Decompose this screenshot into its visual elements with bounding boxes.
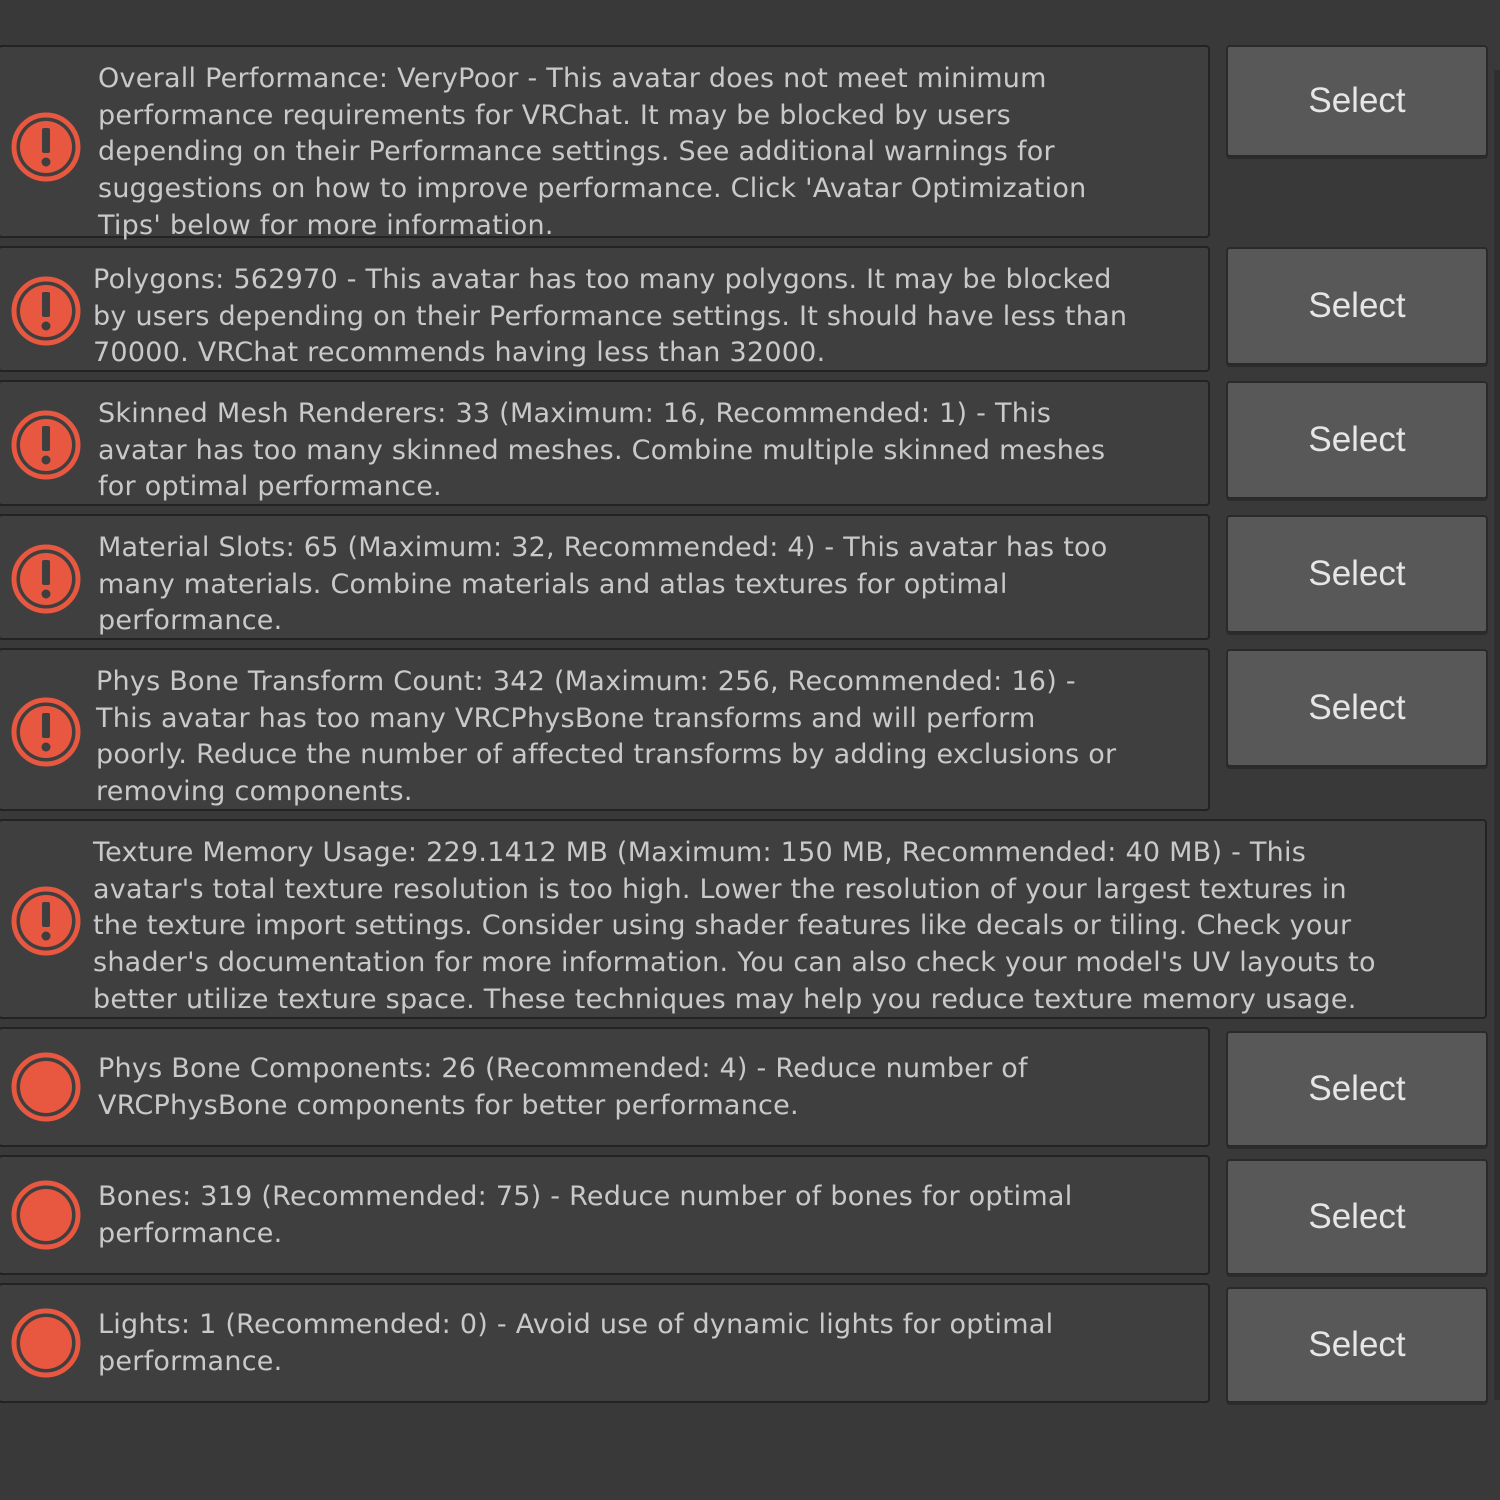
select-button[interactable]: Select [1226,1159,1488,1275]
error-exclamation-icon [10,409,82,481]
message-material-slots [0,514,1210,640]
error-exclamation-icon [10,543,82,615]
scrollbar[interactable] [1494,70,1500,1400]
message-text: Skinned Mesh Renderers: 33 (Maximum: 16, Recommended: 1) - This avatar has too many skinned meshes. Combine multiple skinned meshes for optimal performance. [98,398,1106,503]
message-text: Overall Performance: VeryPoor - This avatar does not meet minimum performance requirements for VRChat. It may be blocked by users depending on their Performance settings. See additional warnings for suggestions on how to improve performance. Click 'Avatar Optimization Tips' below for more information. [98,63,1087,241]
message-phys-bone-transform-count [0,648,1210,811]
select-button[interactable]: Select [1226,515,1488,633]
error-exclamation-icon [10,111,82,183]
message-overall-performance [0,45,1210,241]
select-button[interactable]: Select [1226,1287,1488,1403]
message-skinned-mesh-renderers [0,380,1210,506]
message-polygons [0,246,1210,372]
message-text: Material Slots: 65 (Maximum: 32, Recommended: 4) - This avatar has too many materials. Combine materials and atlas textures for optimal performance. [98,532,1108,637]
message-text: Bones: 319 (Recommended: 75) - Reduce number of bones for optimal performance. [98,1181,1073,1249]
select-button[interactable]: Select [1226,247,1488,365]
message-bones [0,1155,1210,1275]
select-button[interactable]: Select [1226,649,1488,767]
select-button[interactable]: Select [1226,381,1488,499]
message-text: Lights: 1 (Recommended: 0) - Avoid use of dynamic lights for optimal performance. [98,1309,1054,1377]
message-text: Texture Memory Usage: 229.1412 MB (Maximum: 150 MB, Recommended: 40 MB) - This avatar's total texture resolution is too high. Lower the resolution of your largest textures in the texture import settings. Consider using shader features like decals or tiling. Check your shader's documentation for more information. You can also check your model's UV layouts to better utilize texture space. These techniques may help you reduce texture memory usage. [93,837,1376,1015]
message-text: Phys Bone Components: 26 (Recommended: 4) - Reduce number of VRCPhysBone components for better performance. [98,1053,1028,1121]
warning-dot-icon [10,1179,82,1251]
message-text: Polygons: 562970 - This avatar has too many polygons. It may be blocked by users depending on their Performance settings. It should have less than 70000. VRChat recommends having less than 32000. [93,264,1128,369]
message-phys-bone-components [0,1027,1210,1147]
warning-dot-icon [10,1051,82,1123]
message-texture-memory-usage [0,819,1487,1019]
message-text: Phys Bone Transform Count: 342 (Maximum: 256, Recommended: 16) - This avatar has too many VRCPhysBone transforms and will perform poorly. Reduce the number of affected transforms by adding exclusions or removing components. [96,666,1117,808]
select-button[interactable]: Select [1226,1031,1488,1147]
select-button[interactable]: Select [1226,45,1488,157]
error-exclamation-icon [10,275,82,347]
warning-dot-icon [10,1307,82,1379]
message-lights [0,1283,1210,1403]
error-exclamation-icon [10,885,82,957]
error-exclamation-icon [10,696,82,768]
